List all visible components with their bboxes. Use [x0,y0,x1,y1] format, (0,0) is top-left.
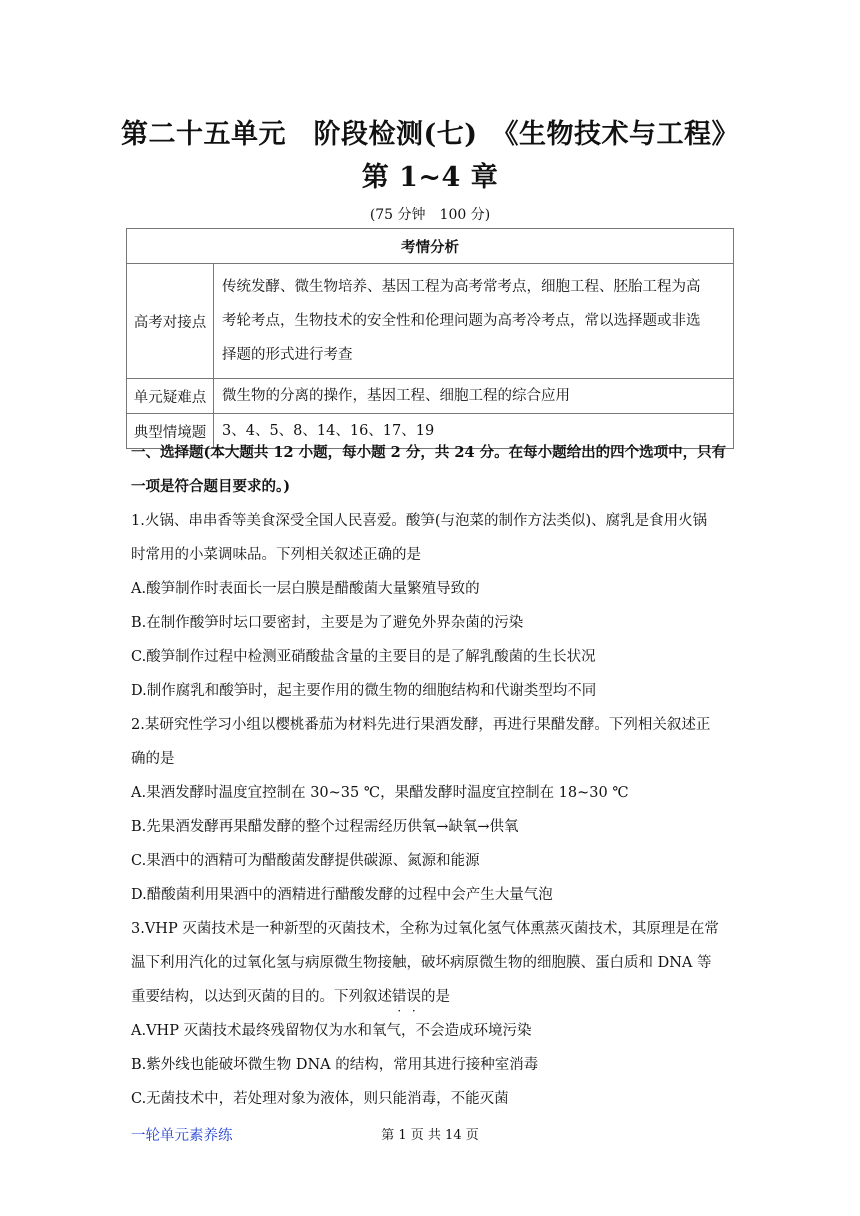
question-3-stem-cont: 温下利用汽化的过氧化氢与病原微生物接触，破坏病原微生物的细胞膜、蛋白质和 DNA 等 [131,955,712,971]
analysis-heading: 考情分析 [127,229,734,264]
question-3-option-b: B.紫外线也能破坏微生物 DNA 的结构，常用其进行接种室消毒 [131,1057,539,1073]
question-1-stem-cont: 时常用的小菜调味品。下列相关叙述正确的是 [131,547,421,563]
stem-text: 重要结构，以达到灭菌的目的。下列叙述 [131,989,392,1005]
footer-series-label: 一轮单元素养练 [131,1128,233,1144]
row-label: 典型情境题 [127,414,214,449]
question-3-option-a: A.VHP 灭菌技术最终残留物仅为水和氧气，不会造成环境污染 [131,1023,532,1039]
emphasis-char: 错 [392,989,407,1005]
question-body [131,436,733,1116]
page-title: 第二十五单元 阶段检测(七) 《生物技术与工程》 [120,119,740,150]
section-heading-cont: 一项是符合题目要求的。) [131,478,291,495]
question-1-option-d: D.制作腐乳和酸笋时，起主要作用的微生物的细胞结构和代谢类型均不同 [131,683,597,699]
question-1-option-c: C.酸笋制作过程中检测亚硝酸盐含量的主要目的是了解乳酸菌的生长状况 [131,649,596,665]
emphasis-char: 误 [406,989,421,1005]
row-value-line: 考轮考点，生物技术的安全性和伦理问题为高考冷考点，常以选择题或非选 [222,313,701,329]
row-value: 微生物的分离的操作，基因工程、细胞工程的综合应用 [214,379,734,414]
question-1-stem: 1.火锅、串串香等美食深受全国人民喜爱。酸笋(与泡菜的制作方法类似)、腐乳是食用火锅 [131,513,708,529]
question-3-option-c: C.无菌技术中，若处理对象为液体，则只能消毒，不能灭菌 [131,1091,509,1107]
analysis-table [126,228,734,449]
question-2-option-c: C.果酒中的酒精可为醋酸菌发酵提供碳源、氮源和能源 [131,853,480,869]
question-2-option-d: D.醋酸菌利用果酒中的酒精进行醋酸发酵的过程中会产生大量气泡 [131,887,553,903]
question-2-option-a: A.果酒发酵时温度宜控制在 30~35 ℃，果醋发酵时温度宜控制在 18~30 ℃ [131,785,629,801]
question-3-stem-end [131,980,733,1014]
question-1-option-a: A.酸笋制作时表面长一层白膜是醋酸菌大量繁殖导致的 [131,581,480,597]
stem-text: 的是 [421,989,450,1005]
page-title-line2: 第 1~4 章 [361,162,499,193]
question-2-stem: 2.某研究性学习小组以樱桃番茄为材料先进行果酒发酵，再进行果醋发酵。下列相关叙述正 [131,717,711,733]
row-label: 高考对接点 [127,264,214,379]
table-row [127,379,734,414]
question-2-option-b: B.先果酒发酵再果醋发酵的整个过程需经历供氧→缺氧→供氧 [131,819,519,835]
row-label: 单元疑难点 [127,379,214,414]
question-3-stem: 3.VHP 灭菌技术是一种新型的灭菌技术，全称为过氧化氢气体熏蒸灭菌技术，其原理是在常 [131,921,719,937]
row-value-line: 传统发酵、微生物培养、基因工程为高考常考点，细胞工程、胚胎工程为高 [222,279,701,295]
section-heading: 一、选择题(本大题共 12 小题，每小题 2 分，共 24 分。在每小题给出的四个选项中，只有 [131,444,727,461]
question-2-stem-cont: 确的是 [131,751,175,767]
page-number: 第 1 页 共 14 页 [381,1128,479,1143]
row-value [214,264,734,379]
time-score-subtitle: (75 分钟 100 分) [369,207,491,223]
table-row [127,264,734,379]
question-1-option-b: B.在制作酸笋时坛口要密封，主要是为了避免外界杂菌的污染 [131,615,524,631]
row-value-line: 择题的形式进行考查 [222,347,353,363]
row-value: 3、4、5、8、14、16、17、19 [214,414,734,449]
